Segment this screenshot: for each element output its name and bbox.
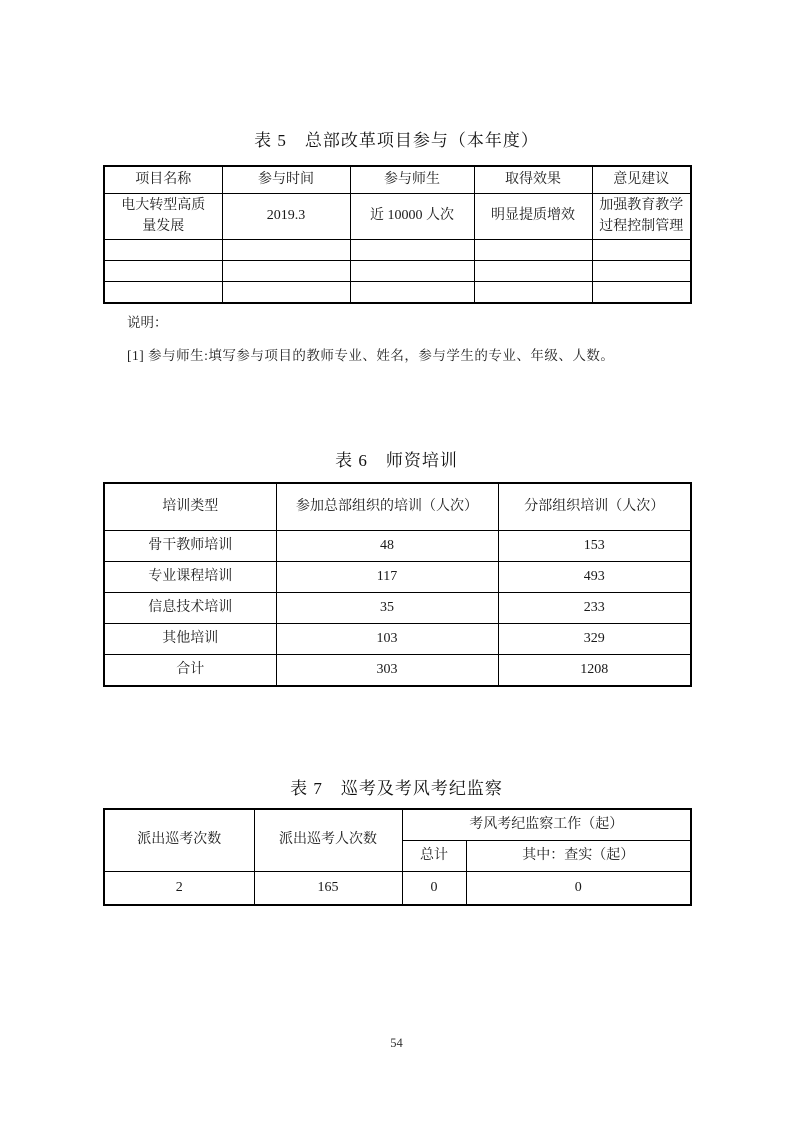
table6-header-cell: 培训类型 xyxy=(104,483,276,531)
table6-cell-type: 专业课程培训 xyxy=(104,562,276,593)
table5-cell-participants: 近 10000 人次 xyxy=(350,194,474,240)
table5-header-cell: 意见建议 xyxy=(592,166,691,194)
table7-header-patrol-people: 派出巡考人次数 xyxy=(254,809,402,872)
table5-empty-cell xyxy=(104,240,222,261)
table5-reform-projects xyxy=(103,165,692,304)
table6-row xyxy=(104,531,691,562)
table5-empty-cell xyxy=(592,240,691,261)
table5-empty-cell xyxy=(350,282,474,304)
table5-empty-cell xyxy=(104,282,222,304)
table5-empty-cell xyxy=(222,240,350,261)
table7-cell-total: 0 xyxy=(402,872,466,906)
table6-cell-type: 合计 xyxy=(104,655,276,687)
table6-cell-hq: 117 xyxy=(276,562,498,593)
table5-empty-cell xyxy=(350,240,474,261)
table7-header-total: 总计 xyxy=(402,841,466,872)
table7-cell-patrol-people: 165 xyxy=(254,872,402,906)
table6-cell-hq: 35 xyxy=(276,593,498,624)
table5-empty-cell xyxy=(474,261,592,282)
table7-data-row xyxy=(104,872,691,906)
table5-cell-effect: 明显提质增效 xyxy=(474,194,592,240)
table6-header-cell: 参加总部组织的培训（人次） xyxy=(276,483,498,531)
table5-header-row xyxy=(104,166,691,194)
table5-header-cell: 参与时间 xyxy=(222,166,350,194)
table5-empty-cell xyxy=(592,282,691,304)
table6-cell-branch: 233 xyxy=(498,593,691,624)
table6-cell-hq: 103 xyxy=(276,624,498,655)
table6-row xyxy=(104,624,691,655)
table6-cell-branch: 493 xyxy=(498,562,691,593)
table5-empty-cell xyxy=(104,261,222,282)
table5-header-cell: 项目名称 xyxy=(104,166,222,194)
table6-cell-branch: 1208 xyxy=(498,655,691,687)
table7-header-group: 考风考纪监察工作（起） xyxy=(402,809,691,841)
table6-cell-type: 信息技术培训 xyxy=(104,593,276,624)
note-item: [1] 参与师生:填写参与项目的教师专业、姓名，参与学生的专业、年级、人数。 xyxy=(127,348,615,363)
table5-empty-cell xyxy=(222,261,350,282)
table5-empty-row xyxy=(104,282,691,304)
table5-data-row xyxy=(104,194,691,240)
table6-cell-type: 其他培训 xyxy=(104,624,276,655)
table6-cell-hq: 48 xyxy=(276,531,498,562)
table6-cell-branch: 153 xyxy=(498,531,691,562)
table6-teacher-training xyxy=(103,482,692,687)
table5-empty-cell xyxy=(350,261,474,282)
table5-cell-suggestion: 加强教育教学过程控制管理 xyxy=(592,194,691,240)
table7-title: 表 7 巡考及考风考纪监察 xyxy=(290,779,503,798)
table6-cell-branch: 329 xyxy=(498,624,691,655)
table5-empty-cell xyxy=(474,240,592,261)
notes-label: 说明： xyxy=(127,315,168,330)
table5-header-cell: 取得效果 xyxy=(474,166,592,194)
table5-notes xyxy=(127,311,707,364)
table5-header-cell: 参与师生 xyxy=(350,166,474,194)
table6-cell-hq: 303 xyxy=(276,655,498,687)
table5-cell-project: 电大转型高质量发展 xyxy=(104,194,222,240)
table5-empty-cell xyxy=(222,282,350,304)
table6-row xyxy=(104,562,691,593)
table6-row xyxy=(104,593,691,624)
table5-title: 表 5 总部改革项目参与（本年度） xyxy=(254,131,539,150)
table5-empty-cell xyxy=(474,282,592,304)
table6-header-cell: 分部组织培训（人次） xyxy=(498,483,691,531)
table7-header-verified: 其中：查实（起） xyxy=(466,841,691,872)
table5-empty-row xyxy=(104,261,691,282)
page-number: 54 xyxy=(390,1036,403,1050)
table7-header-patrol-times: 派出巡考次数 xyxy=(104,809,254,872)
table6-header-row xyxy=(104,483,691,531)
table7-header-row-1 xyxy=(104,809,691,841)
table5-empty-cell xyxy=(592,261,691,282)
table6-cell-type: 骨干教师培训 xyxy=(104,531,276,562)
table7-exam-inspection xyxy=(103,808,692,906)
table7-cell-verified: 0 xyxy=(466,872,691,906)
table5-empty-row xyxy=(104,240,691,261)
table7-cell-patrol-times: 2 xyxy=(104,872,254,906)
table5-cell-time: 2019.3 xyxy=(222,194,350,240)
table6-title: 表 6 师资培训 xyxy=(335,451,458,470)
table6-total-row xyxy=(104,655,691,687)
